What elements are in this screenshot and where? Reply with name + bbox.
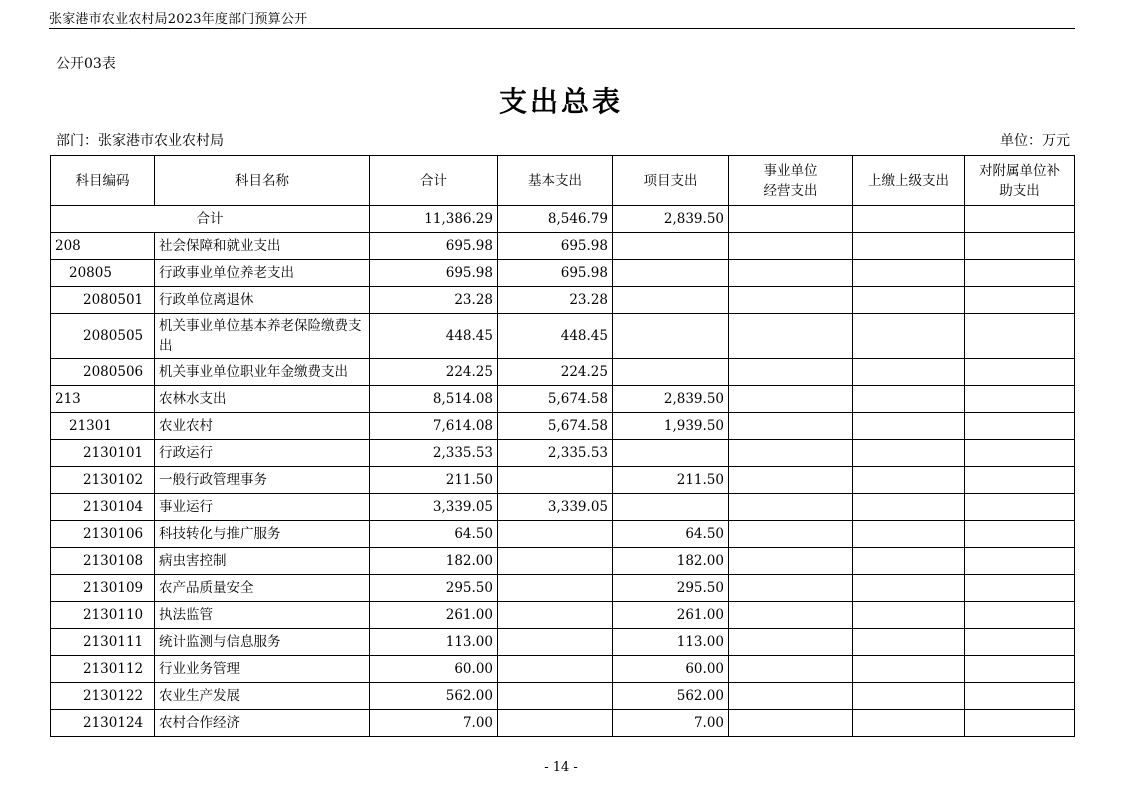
subsidy-cell [965, 710, 1075, 737]
subsidy-cell [965, 629, 1075, 656]
project-cell: 64.50 [613, 521, 729, 548]
name-cell: 事业运行 [155, 494, 370, 521]
subsidy-cell [965, 233, 1075, 260]
total-cell: 261.00 [370, 602, 498, 629]
page-title: 支出总表 [498, 85, 623, 118]
table-row [51, 575, 1075, 602]
code-cell: 2130109 [51, 575, 155, 602]
total-cell: 64.50 [370, 521, 498, 548]
code-cell: 2130112 [51, 656, 155, 683]
column-header: 项目支出 [613, 156, 729, 206]
code-cell: 2130124 [51, 710, 155, 737]
business-cell [729, 521, 853, 548]
column-header: 基本支出 [498, 156, 613, 206]
basic-cell [498, 548, 613, 575]
total-cell: 7.00 [370, 710, 498, 737]
name-cell: 统计监测与信息服务 [155, 629, 370, 656]
remit-cell [853, 710, 965, 737]
subsidy-cell [965, 287, 1075, 314]
code-cell: 208 [51, 233, 155, 260]
business-cell [729, 710, 853, 737]
table-row [51, 710, 1075, 737]
subsidy-cell [965, 602, 1075, 629]
subsidy-cell [965, 359, 1075, 386]
business-cell [729, 629, 853, 656]
project-cell: 261.00 [613, 602, 729, 629]
code-cell: 2080505 [51, 314, 155, 359]
code-cell: 2130122 [51, 683, 155, 710]
table-row [51, 602, 1075, 629]
code-cell: 2130104 [51, 494, 155, 521]
total-cell: 224.25 [370, 359, 498, 386]
remit-cell [853, 206, 965, 233]
basic-cell: 695.98 [498, 260, 613, 287]
code-cell: 213 [51, 386, 155, 413]
code-cell: 20805 [51, 260, 155, 287]
project-cell [613, 287, 729, 314]
code-cell: 2080506 [51, 359, 155, 386]
total-cell: 562.00 [370, 683, 498, 710]
remit-cell [853, 548, 965, 575]
remit-cell [853, 656, 965, 683]
expenditure-table [50, 155, 1075, 737]
project-cell: 295.50 [613, 575, 729, 602]
business-cell [729, 602, 853, 629]
code-cell: 2130110 [51, 602, 155, 629]
subsidy-cell [965, 440, 1075, 467]
business-cell [729, 494, 853, 521]
project-cell [613, 359, 729, 386]
business-cell [729, 359, 853, 386]
table-row [51, 656, 1075, 683]
table-header-row [51, 156, 1075, 206]
total-cell: 695.98 [370, 233, 498, 260]
name-cell: 农林水支出 [155, 386, 370, 413]
project-cell [613, 494, 729, 521]
business-cell [729, 386, 853, 413]
subsidy-cell [965, 386, 1075, 413]
name-cell: 一般行政管理事务 [155, 467, 370, 494]
column-header: 科目名称 [155, 156, 370, 206]
subsidy-cell [965, 413, 1075, 440]
code-cell: 21301 [51, 413, 155, 440]
table-row [51, 413, 1075, 440]
remit-cell [853, 629, 965, 656]
business-cell [729, 467, 853, 494]
table-row [51, 287, 1075, 314]
subsidy-cell [965, 548, 1075, 575]
table-number: 公开03表 [56, 56, 116, 72]
basic-cell: 448.45 [498, 314, 613, 359]
remit-cell [853, 314, 965, 359]
subsidy-cell [965, 521, 1075, 548]
total-label: 合计 [51, 206, 370, 233]
basic-cell: 23.28 [498, 287, 613, 314]
remit-cell [853, 386, 965, 413]
remit-cell [853, 602, 965, 629]
table-row [51, 314, 1075, 359]
department-label: 部门：张家港市农业农村局 [56, 133, 224, 149]
basic-cell [498, 656, 613, 683]
project-cell [613, 314, 729, 359]
total-cell: 113.00 [370, 629, 498, 656]
table-row [51, 260, 1075, 287]
name-cell: 机关事业单位职业年金缴费支出 [155, 359, 370, 386]
code-cell: 2130101 [51, 440, 155, 467]
name-cell: 农业农村 [155, 413, 370, 440]
name-cell: 行政运行 [155, 440, 370, 467]
basic-cell: 3,339.05 [498, 494, 613, 521]
table-row [51, 521, 1075, 548]
subsidy-cell [965, 467, 1075, 494]
subsidy-cell [965, 683, 1075, 710]
business-cell [729, 314, 853, 359]
project-cell [613, 440, 729, 467]
code-cell: 2130106 [51, 521, 155, 548]
basic-cell [498, 467, 613, 494]
code-cell: 2130108 [51, 548, 155, 575]
total-cell: 182.00 [370, 548, 498, 575]
name-cell: 农业生产发展 [155, 683, 370, 710]
table-row [51, 233, 1075, 260]
business-cell [729, 656, 853, 683]
name-cell: 社会保障和就业支出 [155, 233, 370, 260]
subsidy-cell [965, 656, 1075, 683]
page-number: - 14 - [544, 760, 578, 775]
table-row [51, 494, 1075, 521]
project-cell: 7.00 [613, 710, 729, 737]
remit-cell [853, 521, 965, 548]
business-cell [729, 260, 853, 287]
business-cell [729, 548, 853, 575]
column-header: 上缴上级支出 [853, 156, 965, 206]
table-row [51, 683, 1075, 710]
total-cell: 2,335.53 [370, 440, 498, 467]
basic-cell: 695.98 [498, 233, 613, 260]
basic-cell: 5,674.58 [498, 413, 613, 440]
business-cell [729, 206, 853, 233]
unit-label: 单位：万元 [1000, 133, 1070, 149]
name-cell: 病虫害控制 [155, 548, 370, 575]
total-cell: 695.98 [370, 260, 498, 287]
business-cell [729, 233, 853, 260]
total-cell: 8,514.08 [370, 386, 498, 413]
project-cell: 2,839.50 [613, 386, 729, 413]
table-row [51, 359, 1075, 386]
column-header: 科目编码 [51, 156, 155, 206]
name-cell: 行政事业单位养老支出 [155, 260, 370, 287]
project-cell: 182.00 [613, 548, 729, 575]
basic-cell [498, 629, 613, 656]
table-row [51, 386, 1075, 413]
project-cell: 2,839.50 [613, 206, 729, 233]
running-header: 张家港市农业农村局2023年度部门预算公开 [49, 12, 308, 27]
remit-cell [853, 359, 965, 386]
subsidy-cell [965, 494, 1075, 521]
total-cell: 7,614.08 [370, 413, 498, 440]
remit-cell [853, 233, 965, 260]
total-cell: 211.50 [370, 467, 498, 494]
column-header: 合计 [370, 156, 498, 206]
remit-cell [853, 287, 965, 314]
total-row [51, 206, 1075, 233]
basic-cell [498, 602, 613, 629]
business-cell [729, 413, 853, 440]
name-cell: 农产品质量安全 [155, 575, 370, 602]
subsidy-cell [965, 206, 1075, 233]
business-cell [729, 575, 853, 602]
code-cell: 2130111 [51, 629, 155, 656]
name-cell: 机关事业单位基本养老保险缴费支出 [155, 314, 370, 359]
remit-cell [853, 440, 965, 467]
remit-cell [853, 683, 965, 710]
basic-cell: 2,335.53 [498, 440, 613, 467]
table-row [51, 629, 1075, 656]
basic-cell [498, 710, 613, 737]
name-cell: 科技转化与推广服务 [155, 521, 370, 548]
subsidy-cell [965, 314, 1075, 359]
remit-cell [853, 467, 965, 494]
remit-cell [853, 494, 965, 521]
basic-cell: 224.25 [498, 359, 613, 386]
name-cell: 行业业务管理 [155, 656, 370, 683]
table-row [51, 440, 1075, 467]
business-cell [729, 683, 853, 710]
basic-cell [498, 683, 613, 710]
basic-cell [498, 575, 613, 602]
total-cell: 60.00 [370, 656, 498, 683]
project-cell [613, 260, 729, 287]
name-cell: 农村合作经济 [155, 710, 370, 737]
remit-cell [853, 575, 965, 602]
total-cell: 11,386.29 [370, 206, 498, 233]
remit-cell [853, 260, 965, 287]
project-cell: 211.50 [613, 467, 729, 494]
project-cell: 562.00 [613, 683, 729, 710]
column-header: 事业单位 经营支出 [729, 156, 853, 206]
total-cell: 3,339.05 [370, 494, 498, 521]
subsidy-cell [965, 575, 1075, 602]
project-cell: 1,939.50 [613, 413, 729, 440]
project-cell [613, 233, 729, 260]
code-cell: 2130102 [51, 467, 155, 494]
subsidy-cell [965, 260, 1075, 287]
project-cell: 113.00 [613, 629, 729, 656]
total-cell: 23.28 [370, 287, 498, 314]
header-rule [49, 28, 1075, 29]
name-cell: 行政单位离退休 [155, 287, 370, 314]
table-row [51, 467, 1075, 494]
business-cell [729, 287, 853, 314]
column-header: 对附属单位补 助支出 [965, 156, 1075, 206]
code-cell: 2080501 [51, 287, 155, 314]
basic-cell [498, 521, 613, 548]
basic-cell: 5,674.58 [498, 386, 613, 413]
project-cell: 60.00 [613, 656, 729, 683]
total-cell: 448.45 [370, 314, 498, 359]
table-row [51, 548, 1075, 575]
basic-cell: 8,546.79 [498, 206, 613, 233]
total-cell: 295.50 [370, 575, 498, 602]
business-cell [729, 440, 853, 467]
name-cell: 执法监管 [155, 602, 370, 629]
remit-cell [853, 413, 965, 440]
